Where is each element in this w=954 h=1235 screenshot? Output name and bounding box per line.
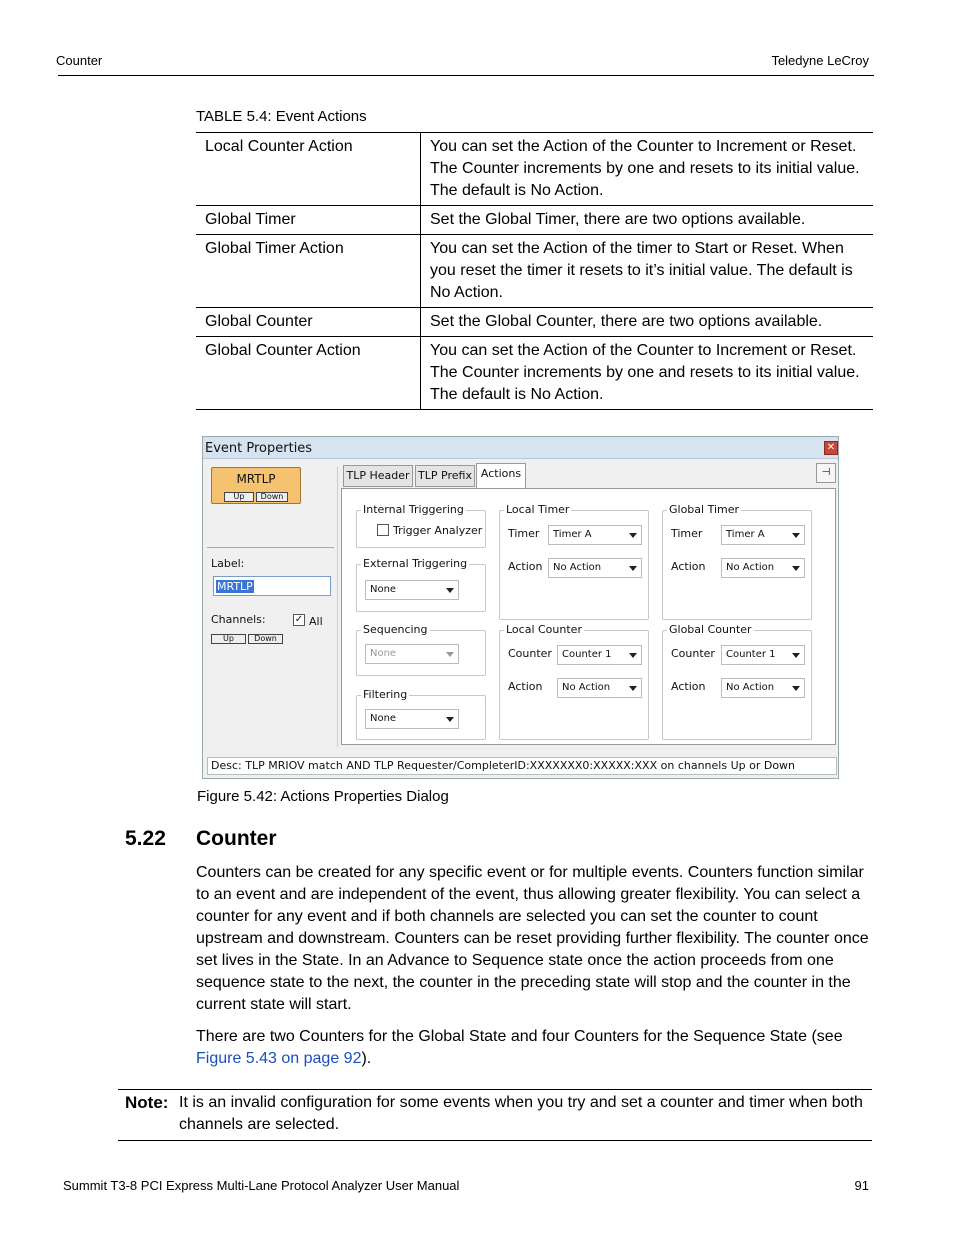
- filtering-group: [356, 688, 486, 740]
- chevron-down-icon: [446, 588, 454, 593]
- paragraph-text: There are two Counters for the Global State and four Counters for the Sequence State (see: [196, 1028, 843, 1045]
- section-number: 5.22: [125, 827, 166, 850]
- label-input-value: MRTLP: [217, 580, 253, 593]
- table-row: [196, 206, 873, 235]
- down-button[interactable]: Down: [256, 492, 288, 502]
- counter-label: Counter: [508, 647, 552, 660]
- all-checkbox[interactable]: ✓: [294, 614, 304, 625]
- header-rule: [58, 75, 874, 76]
- note-rule-bottom: [118, 1140, 872, 1141]
- chevron-down-icon: [446, 717, 454, 722]
- select-value: Counter 1: [726, 649, 776, 660]
- local-timer-select[interactable]: [548, 525, 642, 545]
- label-caption: Label:: [211, 557, 245, 570]
- actions-pane: [341, 488, 836, 745]
- event-properties-dialog: [202, 436, 839, 779]
- chevron-down-icon: [792, 533, 800, 538]
- chevron-down-icon: [792, 653, 800, 658]
- select-value: Timer A: [726, 529, 765, 540]
- sequencing-group: [356, 623, 486, 676]
- table-row: [196, 308, 873, 337]
- table-cell-name: Local Counter Action: [196, 133, 421, 206]
- external-triggering-select[interactable]: [365, 580, 459, 600]
- header-section-name: Counter: [56, 53, 103, 68]
- counter-label: Counter: [671, 647, 715, 660]
- chevron-down-icon: [446, 652, 454, 657]
- external-triggering-group: [356, 557, 486, 612]
- close-icon[interactable]: ✕: [824, 441, 838, 455]
- footer-title: Summit T3-8 PCI Express Multi-Lane Protocol Analyzer User Manual: [63, 1178, 460, 1193]
- header-company: Teledyne LeCroy: [771, 53, 869, 68]
- channel-down-button[interactable]: Down: [248, 634, 283, 644]
- event-name: MRTLP: [236, 472, 276, 486]
- all-label: All: [309, 615, 323, 628]
- group-title: Global Counter: [669, 623, 752, 636]
- action-label: Action: [508, 560, 543, 573]
- select-value: No Action: [726, 682, 775, 693]
- figure-caption: Figure 5.42: Actions Properties Dialog: [197, 788, 449, 805]
- local-timer-action-select[interactable]: [548, 558, 642, 578]
- table-cell-desc: You can set the Action of the timer to Start or Reset. When you reset the timer it resets to it’s initial value. The default is No Action.: [421, 235, 874, 308]
- group-title: External Triggering: [363, 557, 468, 570]
- chevron-down-icon: [792, 566, 800, 571]
- select-value: None: [370, 648, 397, 659]
- label-input[interactable]: [213, 576, 331, 596]
- note-label: Note:: [125, 1093, 169, 1112]
- event-actions-table: [196, 132, 873, 410]
- global-timer-group: [662, 503, 812, 620]
- tab-tlp-header[interactable]: TLP Header: [343, 465, 413, 487]
- filtering-select[interactable]: [365, 709, 459, 729]
- select-value: Timer A: [553, 529, 592, 540]
- global-counter-select[interactable]: [721, 645, 805, 665]
- up-button[interactable]: Up: [224, 492, 254, 502]
- action-label: Action: [671, 560, 706, 573]
- note-rule-top: [118, 1089, 872, 1090]
- figure-link[interactable]: Figure 5.43 on page 92: [196, 1050, 362, 1067]
- table-cell-name: Global Timer Action: [196, 235, 421, 308]
- page-number: 91: [854, 1178, 869, 1193]
- table-row: [196, 133, 873, 206]
- paragraph: Counters can be created for any specific event or for multiple events. Counters function similar to an event and are independent of the event, thus allowing greater flexibility. You can select a counter for any event and if both channels are selected you can set the counter to count upstream and downstream. Counters can be reset providing further flexibility. The counter once set lives in the State. In an Advance to Sequence state once the action proceeds from one sequence state to the next, the counter in the preceding state will stop and the counter in the current state will start.: [196, 864, 869, 1013]
- chevron-down-icon: [629, 533, 637, 538]
- channels-caption: Channels:: [211, 613, 266, 626]
- chevron-down-icon: [629, 653, 637, 658]
- dialog-titlebar: [203, 437, 838, 459]
- trigger-analyzer-checkbox[interactable]: [377, 524, 389, 536]
- global-timer-select[interactable]: [721, 525, 805, 545]
- note-text: It is an invalid configuration for some events when you try and set a counter and timer when both channels are selected.: [179, 1094, 863, 1133]
- table-cell-desc: You can set the Action of the Counter to Increment or Reset. The Counter increments by one and resets to its initial value. The default is No Action.: [421, 133, 874, 206]
- group-title: Global Timer: [669, 503, 740, 516]
- chevron-down-icon: [629, 686, 637, 691]
- table-cell-desc: Set the Global Timer, there are two options available.: [421, 206, 874, 235]
- group-title: Sequencing: [363, 623, 428, 636]
- local-counter-action-select[interactable]: [557, 678, 642, 698]
- global-counter-action-select[interactable]: [721, 678, 805, 698]
- description-bar: Desc: TLP MRIOV match AND TLP Requester/CompleterID:XXXXXXX0:XXXXX:XXX on channels Up or Down: [207, 757, 837, 775]
- group-title: Internal Triggering: [363, 503, 464, 516]
- table-cell-desc: You can set the Action of the Counter to Increment or Reset. The Counter increments by one and resets to its initial value. The default is No Action.: [421, 337, 874, 410]
- paragraph: [196, 1026, 876, 1070]
- select-value: No Action: [562, 682, 611, 693]
- local-timer-group: [499, 503, 649, 620]
- chevron-down-icon: [792, 686, 800, 691]
- chevron-down-icon: [629, 566, 637, 571]
- table-row: [196, 235, 873, 308]
- internal-triggering-group: [356, 503, 486, 548]
- global-counter-group: [662, 623, 812, 740]
- group-title: Local Counter: [506, 623, 582, 636]
- timer-label: Timer: [671, 527, 703, 540]
- global-timer-action-select[interactable]: [721, 558, 805, 578]
- table-cell-name: Global Counter: [196, 308, 421, 337]
- group-title: Filtering: [363, 688, 408, 701]
- table-cell-name: Global Counter Action: [196, 337, 421, 410]
- timer-label: Timer: [508, 527, 540, 540]
- tab-tlp-prefix[interactable]: TLP Prefix: [415, 465, 475, 487]
- select-value: None: [370, 713, 397, 724]
- action-label: Action: [671, 680, 706, 693]
- table-cell-desc: Set the Global Counter, there are two options available.: [421, 308, 874, 337]
- group-title: Local Timer: [506, 503, 570, 516]
- paragraph-text: ).: [361, 1050, 372, 1067]
- table-row: [196, 337, 873, 410]
- trigger-analyzer-label: Trigger Analyzer: [393, 524, 483, 537]
- select-value: None: [370, 584, 397, 595]
- select-value: No Action: [726, 562, 775, 573]
- event-button[interactable]: [211, 467, 301, 504]
- panel-divider: [207, 547, 334, 548]
- dialog-title: Event Properties: [205, 441, 313, 456]
- select-value: Counter 1: [562, 649, 612, 660]
- pin-icon[interactable]: ⊣: [816, 463, 836, 483]
- panel-splitter: [337, 467, 338, 747]
- channel-up-button[interactable]: Up: [211, 634, 246, 644]
- tab-actions[interactable]: Actions: [476, 463, 526, 488]
- select-value: No Action: [553, 562, 602, 573]
- table-cell-name: Global Timer: [196, 206, 421, 235]
- table-caption: TABLE 5.4: Event Actions: [196, 108, 367, 125]
- local-counter-select[interactable]: [557, 645, 642, 665]
- sequencing-select[interactable]: [365, 644, 459, 664]
- action-label: Action: [508, 680, 543, 693]
- local-counter-group: [499, 623, 649, 740]
- section-title: Counter: [196, 827, 277, 850]
